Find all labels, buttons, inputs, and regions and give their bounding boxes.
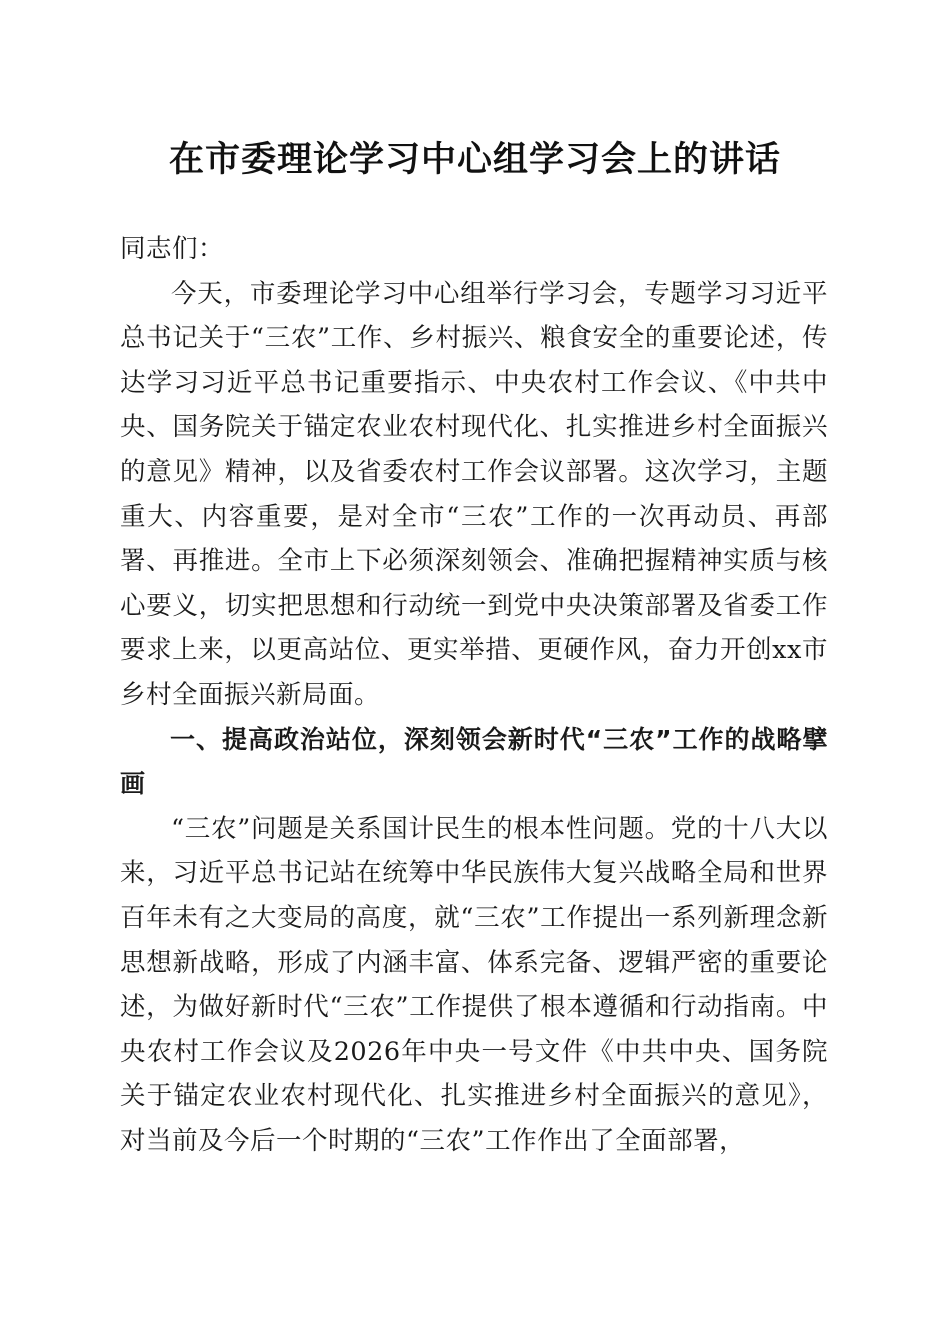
section-heading-1: 一、提高政治站位，深刻领会新时代“三农”工作的战略擘画 bbox=[120, 724, 828, 799]
document-title: 在市委理论学习中心组学习会上的讲话 bbox=[168, 139, 781, 180]
salutation: 同志们： bbox=[120, 234, 225, 264]
paragraph-intro: 今天，市委理论学习中心组举行学习会，专题学习习近平总书记关于“三农”工作、乡村振兴、粮食安全的重要论述，传达学习习近平总书记重要指示、中央农村工作会议、《中共中央、国务院关于锚定农业农村现代化、扎实推进乡村全面振兴的意见》精神，以及省委农村工作会议部署。这次学习，主题重大、内容重要，是对全市“三农”工作的一次再动员、再部署、再推进。全市上下必须深刻领会、准确把握精神实质与核心要义，切实把思想和行动统一到党中央决策部署及省委工作要求上来，以更高站位、更实举措、更硬作风，奋力开创xx市乡村全面振兴新局面。 bbox=[120, 278, 828, 710]
document-body bbox=[120, 227, 828, 1163]
paragraph-section-1: “三农”问题是关系国计民生的根本性问题。党的十八大以来，习近平总书记站在统筹中华民族伟大复兴战略全局和世界百年未有之大变局的高度，就“三农”工作提出一系列新理念新思想新战略，形成了内涵丰富、体系完备、逻辑严密的重要论述，为做好新时代“三农”工作提供了根本遵循和行动指南。中央农村工作会议及2026年中央一号文件《中共中央、国务院关于锚定农业农村现代化、扎实推进乡村全面振兴的意见》，对当前及今后一个时期的“三农”工作作出了全面部署， bbox=[120, 813, 828, 1156]
